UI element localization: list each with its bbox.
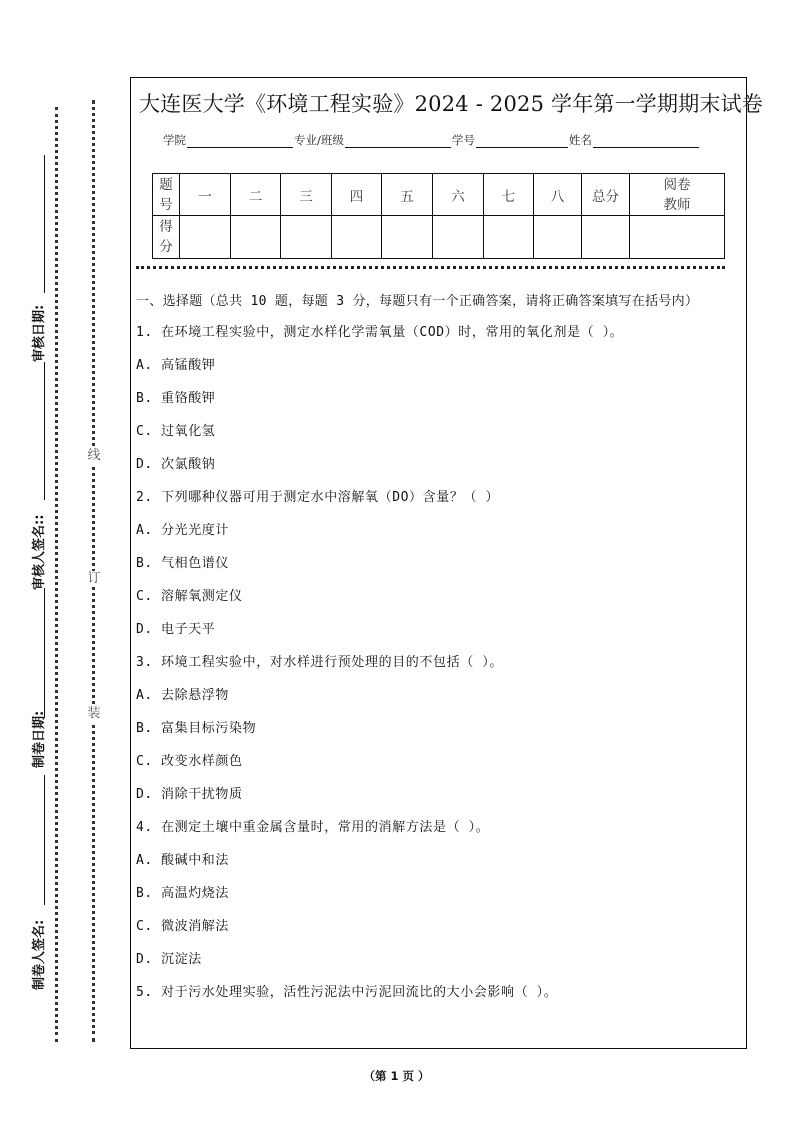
option-2a[interactable] [136,519,742,552]
header-separator [136,266,725,269]
option-label: C. [136,754,153,769]
option-text: 消除干扰物质 [161,787,243,802]
question-text: 对于污水处理实验，活性污泥法中污泥回流比的大小会影响（ ）。 [161,985,558,1000]
option-text: 沉淀法 [161,952,202,967]
col-header-7: 七 [484,174,534,216]
option-text: 去除悬浮物 [161,688,230,703]
question-number: 2. [136,490,153,505]
review-date-label: 审核日期: [32,304,47,362]
college-field[interactable] [187,134,293,148]
score-cell-grader[interactable] [630,216,725,259]
option-2d[interactable] [136,618,742,651]
question-number-header [153,174,180,216]
option-text: 气相色谱仪 [161,556,230,571]
option-label: B. [136,886,153,901]
question-number: 5. [136,985,153,1000]
question-text: 环境工程实验中，对水样进行预处理的目的不包括（ ）。 [161,655,503,670]
col-header-total: 总分 [582,174,630,216]
paper-maker-signature-label: 制卷人签名: [32,919,47,990]
major-class-field[interactable] [345,134,451,148]
question-2 [136,486,742,519]
option-3b[interactable] [136,717,742,750]
paper-date-line [44,588,45,718]
option-label: D. [136,952,153,967]
option-4c[interactable] [136,915,742,948]
binding-char-xian: 线 [87,448,101,463]
option-text: 高锰酸钾 [161,358,216,373]
grader-header-text: 阅卷教师 [663,176,691,213]
option-text: 溶解氧测定仪 [161,589,243,604]
score-cell-7[interactable] [484,216,534,259]
col-header-2: 二 [231,174,281,216]
option-label: D. [136,622,153,637]
option-label: B. [136,391,153,406]
question-4 [136,816,742,849]
exam-title: 大连医大学《环境工程实验》2024 - 2025 学年第一学期期末试卷 [139,92,764,116]
name-field[interactable] [593,134,699,148]
binding-char-zhuang: 装 [87,706,101,721]
question-1 [136,321,742,354]
col-header-3: 三 [281,174,332,216]
option-text: 电子天平 [161,622,216,637]
question-number: 3. [136,655,153,670]
col-header-4: 四 [332,174,382,216]
option-label: B. [136,721,153,736]
option-4b[interactable] [136,882,742,915]
col-header-grader [630,174,725,216]
option-text: 过氧化氢 [161,424,216,439]
exam-paper-frame [130,77,764,1049]
major-class-label: 专业/班级 [294,133,344,147]
question-text: 在环境工程实验中，测定水样化学需氧量（COD）时，常用的氧化剂是（ ）。 [161,325,624,340]
option-2c[interactable] [136,585,742,618]
option-label: A. [136,688,153,703]
option-label: D. [136,787,153,802]
section-multiple-choice [136,290,742,1014]
score-cell-1[interactable] [180,216,231,259]
option-label: B. [136,556,153,571]
score-cell-5[interactable] [382,216,433,259]
option-label: C. [136,424,153,439]
option-text: 改变水样颜色 [161,754,243,769]
score-cell-6[interactable] [433,216,484,259]
option-3a[interactable] [136,684,742,717]
option-4d[interactable] [136,948,742,981]
reviewer-signature-line [44,362,45,500]
option-text: 重铬酸钾 [161,391,216,406]
paper-date-label: 制卷日期: [32,710,47,768]
score-table [152,173,725,259]
option-label: D. [136,457,153,472]
option-2b[interactable] [136,552,742,585]
score-cell-4[interactable] [332,216,382,259]
col-header-5: 五 [382,174,433,216]
col-header-6: 六 [433,174,484,216]
paper-maker-signature-line [44,775,45,905]
option-1b[interactable] [136,387,742,420]
option-1a[interactable] [136,354,742,387]
score-cell-3[interactable] [281,216,332,259]
option-1d[interactable] [136,453,742,486]
question-5 [136,981,742,1014]
name-label: 姓名 [568,133,592,147]
option-3c[interactable] [136,750,742,783]
question-number-header-text: 题号 [159,176,173,213]
option-label: C. [136,589,153,604]
option-text: 微波消解法 [161,919,230,934]
score-cell-8[interactable] [534,216,582,259]
binding-dotted-line-outer [55,107,58,1042]
option-text: 酸碱中和法 [161,853,230,868]
option-label: A. [136,358,153,373]
score-table-score-row [153,216,725,259]
section-heading: 一、选择题（总共 10 题，每题 3 分，每题只有一个正确答案，请将正确答案填写在括号内） [136,294,699,309]
option-label: C. [136,919,153,934]
question-3 [136,651,742,684]
option-text: 分光光度计 [161,523,230,538]
option-text: 富集目标污染物 [161,721,257,736]
question-number: 4. [136,820,153,835]
review-date-line [44,155,45,293]
student-id-label: 学号 [451,133,475,147]
page-number: （第 1 页 ） [363,1069,430,1083]
option-text: 次氯酸钠 [161,457,216,472]
option-label: A. [136,853,153,868]
score-header [153,216,180,259]
option-label: A. [136,523,153,538]
option-text: 高温灼烧法 [161,886,230,901]
option-4a[interactable] [136,849,742,882]
question-number: 1. [136,325,153,340]
col-header-8: 八 [534,174,582,216]
question-text: 下列哪种仪器可用于测定水中溶解氧（DO）含量？（ ） [161,490,500,505]
col-header-1: 一 [180,174,231,216]
binding-char-ding: 订 [87,571,101,586]
score-cell-2[interactable] [231,216,281,259]
option-1c[interactable] [136,420,742,453]
student-info-row [163,132,700,148]
score-cell-total[interactable] [582,216,630,259]
score-table-header-row [153,174,725,216]
college-label: 学院 [163,133,186,147]
reviewer-signature-label: 审核人签名:: [32,514,47,590]
question-text: 在测定土壤中重金属含量时，常用的消解方法是（ ）。 [161,820,490,835]
option-3d[interactable] [136,783,742,816]
student-id-field[interactable] [476,134,568,148]
score-header-text: 得分 [159,219,173,255]
